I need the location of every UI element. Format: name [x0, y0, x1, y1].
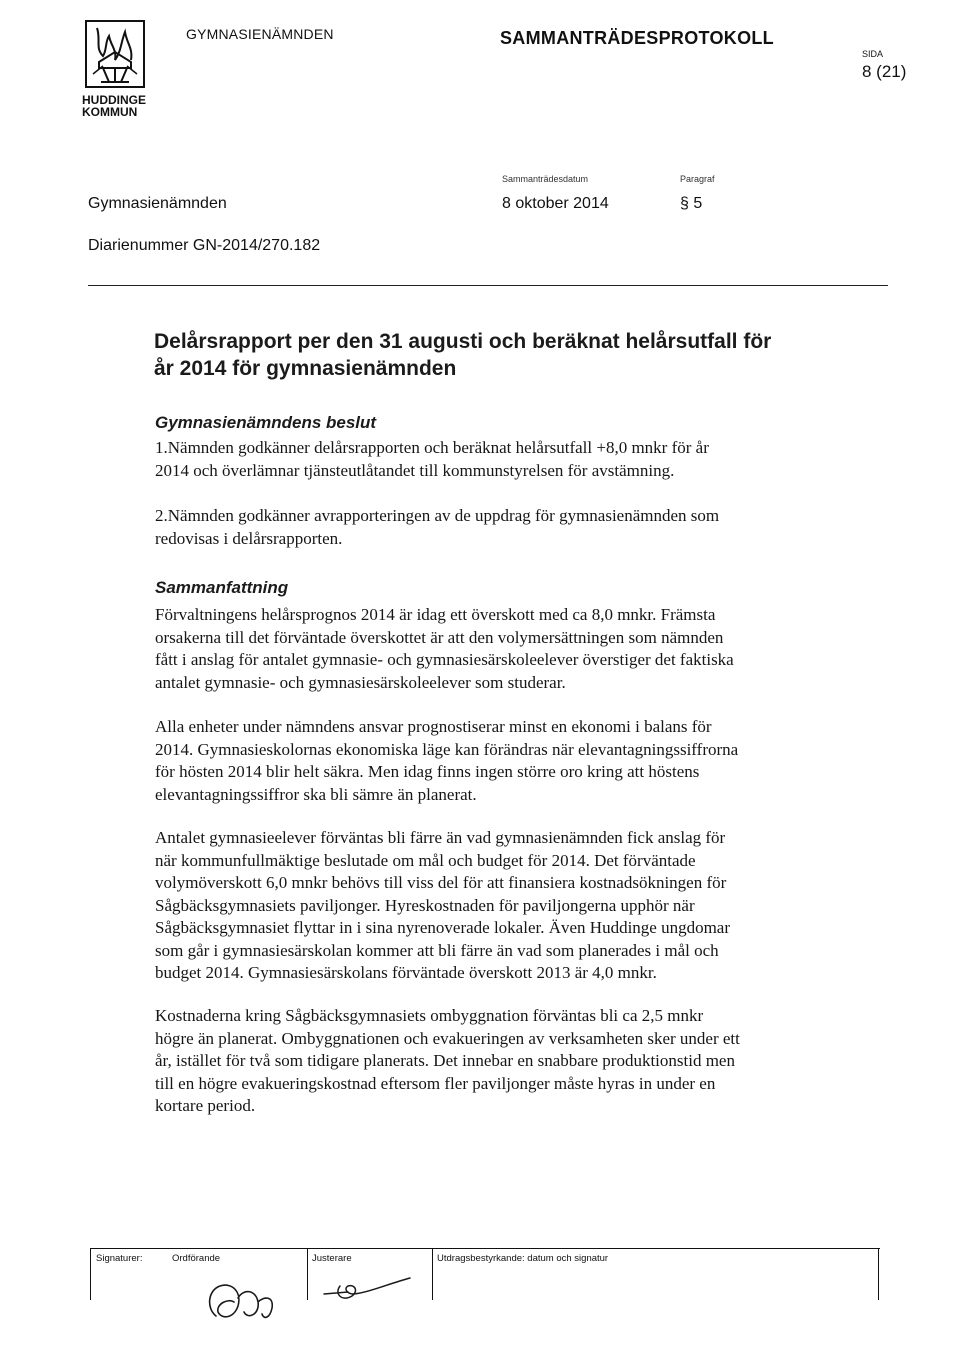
summary-line: fått i anslag för antalet gymnasie- och gymnasiesärskoleelever överstiger det faktiska: [155, 650, 734, 669]
summary-line: när kommunfullmäktige beslutade om mål och budget för 2014. Det förväntade: [155, 850, 696, 870]
municipality-logo: [85, 20, 145, 88]
signature-divider: [432, 1248, 433, 1300]
summary-line: Förvaltningens helårsprognos 2014 är idag ett överskott med ca 8,0 mnkr. Främsta: [155, 605, 716, 624]
extract-label: Utdragsbestyrkande: datum och signatur: [437, 1253, 609, 1264]
signatures-label: Signaturer:: [96, 1253, 143, 1264]
summary-line: Alla enheter under nämndens ansvar prognostiserar minst en ekonomi i balans för: [155, 717, 712, 736]
signature-divider: [878, 1248, 879, 1300]
summary-line: orsakerna till det förväntade överskottet är att den volymersättningen som nämnden: [155, 627, 724, 647]
page-title: [154, 328, 854, 382]
summary-line: elevantagningssiffror ska bli sämre än planerat.: [155, 784, 477, 804]
summary-line: Sågbäcksgymnasiets paviljonger. Hyreskostnaden för paviljongerna upphör när: [155, 895, 695, 915]
municipality-line-2: KOMMUN: [82, 105, 138, 119]
header-divider: [88, 285, 888, 286]
summary-line: antalet gymnasie- och gymnasiesärskoleelever som studerar.: [155, 672, 566, 692]
page-label: SIDA: [862, 49, 884, 59]
municipality-name: [82, 94, 146, 118]
decision-line: 2.Nämnden godkänner avrapporteringen av de uppdrag för gymnasienämnden som: [155, 506, 720, 525]
summary-line: kortare period.: [155, 1096, 256, 1115]
title-line-2: år 2014 för gymnasienämnden: [154, 357, 457, 380]
organisation-name: GYMNASIENÄMNDEN: [186, 26, 334, 42]
summary-heading: Sammanfattning: [155, 578, 289, 597]
meeting-date: 8 oktober 2014: [502, 195, 609, 212]
summary-paragraph-2: [155, 716, 835, 806]
decision-line: redovisas i delårsrapporten.: [155, 528, 343, 548]
decision-heading: Gymnasienämndens beslut: [155, 413, 377, 432]
decision-item-2: [155, 505, 835, 550]
adjuster-label: Justerare: [312, 1253, 352, 1264]
summary-paragraph-4: [155, 1005, 835, 1118]
summary-line: Kostnaderna kring Sågbäcksgymnasiets ombyggnation förväntas bli ca 2,5 mnkr: [155, 1006, 704, 1025]
summary-line: till en högre evakueringskostnad eftersom fler paviljonger måste hyras in under en: [155, 1073, 716, 1093]
summary-line: för hösten 2014 blir helt säkra. Men idag finns ingen större oro kring att höstens: [155, 762, 700, 781]
document-type: SAMMANTRÄDESPROTOKOLL: [500, 28, 774, 48]
signature-divider: [90, 1248, 91, 1300]
municipality-line-1: HUDDINGE: [82, 93, 147, 107]
decision-item-1: [155, 437, 835, 482]
summary-paragraph-3: [155, 827, 835, 985]
paragraph-number: § 5: [680, 195, 703, 212]
page-number: 8 (21): [862, 62, 907, 81]
paragraph-label: Paragraf: [680, 174, 715, 184]
chair-label: Ordförande: [172, 1253, 221, 1264]
summary-line: högre än planerat. Ombyggnationen och evakueringen av verksamheten sker under ett: [155, 1028, 740, 1048]
summary-line: Sågbäcksgymnasiet flyttar in i sina nyrenoverade lokaler. Även Huddinge ungdomar: [155, 918, 731, 937]
summary-paragraph-1: [155, 604, 835, 694]
adjuster-signature: [318, 1272, 418, 1312]
title-line-1: Delårsrapport per den 31 augusti och beräknat helårsutfall för: [154, 330, 772, 353]
date-label: Sammanträdesdatum: [502, 174, 589, 184]
decision-line: 2014 och överlämnar tjänsteutlåtandet till kommunstyrelsen för avstämning.: [155, 460, 675, 480]
summary-line: Antalet gymnasieelever förväntas bli färre än vad gymnasienämnden fick anslag för: [155, 828, 726, 847]
decision-line: 1.Nämnden godkänner delårsrapporten och beräknat helårsutfall +8,0 mnkr för år: [155, 438, 709, 457]
summary-line: år, istället för två som tidigare planerats. Det innebar en snabbare produktionstid men: [155, 1051, 735, 1070]
summary-line: volymöverskott 6,0 mnkr behövs till viss del för att finansiera kostnadsökningen för: [155, 873, 727, 892]
meeting-body: Gymnasienämnden: [88, 195, 227, 212]
chair-signature: [198, 1268, 308, 1330]
summary-line: 2014. Gymnasieskolornas ekonomiska läge kan förändras när elevantagningssiffrorna: [155, 739, 739, 759]
crest-icon: [87, 22, 143, 86]
signature-table-border: [90, 1248, 880, 1249]
diary-number: Diarienummer GN-2014/270.182: [88, 237, 321, 254]
summary-line: som går i gymnasiesärskolan kommer att bli färre än vad som planerades i mål och: [155, 940, 719, 960]
summary-line: budget 2014. Gymnasiesärskolans förväntade överskott 2013 är 4,0 mnkr.: [155, 963, 657, 982]
